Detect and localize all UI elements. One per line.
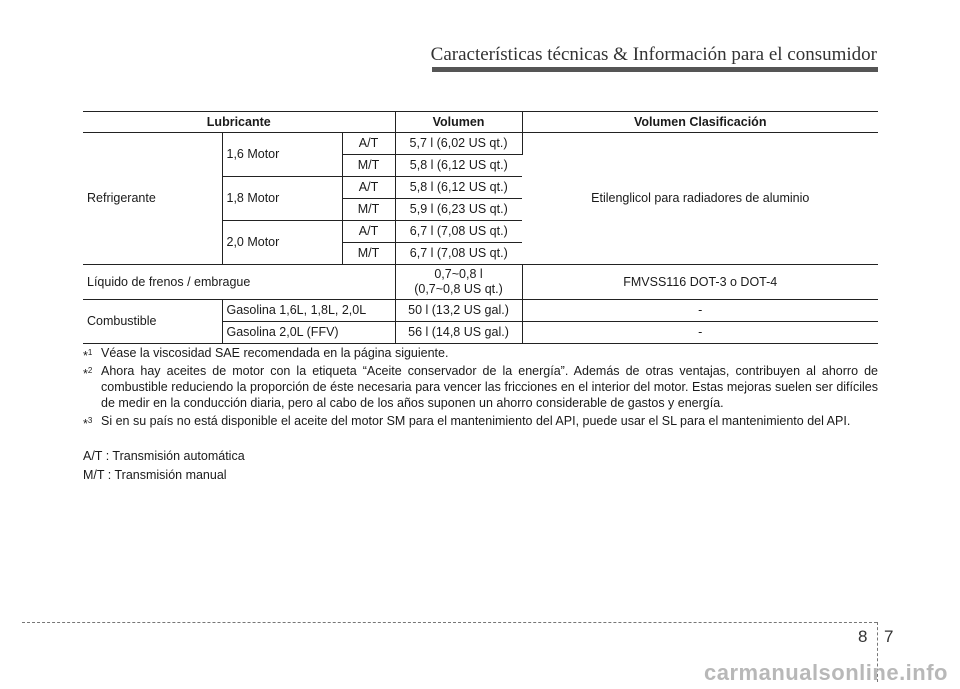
table-row: [83, 265, 878, 300]
volume-cell: 6,7 l (7,08 US qt.): [395, 221, 522, 243]
fuel-classification-cell: -: [522, 300, 878, 322]
footnote-3: [83, 413, 878, 432]
frenos-volume: [395, 265, 522, 300]
footnote-number: 2: [87, 366, 93, 375]
footnote-asterisk: *: [83, 349, 88, 364]
footnote-number: 1: [87, 348, 93, 357]
abbreviations: [83, 447, 878, 485]
footnote-2: [83, 363, 878, 411]
volume-cell: 5,9 l (6,23 US qt.): [395, 199, 522, 221]
footnote-marker: [83, 363, 92, 382]
header-lubricante: Lubricante: [83, 112, 395, 133]
watermark-text: carmanualsonline.info: [704, 660, 948, 685]
page-section-number: 8: [858, 627, 868, 646]
lubricant-table: [83, 111, 878, 344]
footnote-asterisk: *: [83, 417, 88, 432]
transmission-cell: M/T: [342, 199, 395, 221]
transmission-cell: M/T: [342, 155, 395, 177]
footnote-marker: [83, 345, 92, 364]
fuel-engine-cell: Gasolina 2,0L (FFV): [222, 322, 395, 344]
transmission-cell: M/T: [342, 243, 395, 265]
page-header-title: Características técnicas & Información para el consumidor: [430, 44, 877, 65]
transmission-cell: A/T: [342, 133, 395, 155]
header-clasificacion: Volumen Clasificación: [522, 112, 878, 133]
volume-cell: 6,7 l (7,08 US qt.): [395, 243, 522, 265]
frenos-classification: FMVSS116 DOT-3 o DOT-4: [522, 265, 878, 300]
transmission-cell: A/T: [342, 177, 395, 199]
frenos-volume-line2: (0,7~0,8 US qt.): [414, 282, 503, 296]
volume-cell: 5,8 l (6,12 US qt.): [395, 177, 522, 199]
footer-rule: [22, 622, 877, 623]
frenos-volume-line1: 0,7~0,8 l: [434, 267, 483, 281]
header-rule: [432, 67, 878, 72]
refrigerante-classification: Etilenglicol para radiadores de aluminio: [522, 133, 878, 265]
footnote-text: Véase la viscosidad SAE recomendada en la página siguiente.: [101, 346, 449, 360]
table-row: [83, 300, 878, 322]
abbreviation-mt: M/T : Transmisión manual: [83, 468, 227, 482]
footnote-asterisk: *: [83, 367, 88, 382]
refrigerante-label: Refrigerante: [83, 133, 222, 265]
combustible-label: Combustible: [83, 300, 222, 344]
fuel-volume-cell: 56 l (14,8 US gal.): [395, 322, 522, 344]
volume-cell: 5,7 l (6,02 US qt.): [395, 133, 522, 155]
engine-label: 1,6 Motor: [222, 133, 342, 177]
footnotes: [83, 345, 878, 485]
frenos-label: Líquido de frenos / embrague: [83, 265, 395, 300]
transmission-cell: A/T: [342, 221, 395, 243]
fuel-volume-cell: 50 l (13,2 US gal.): [395, 300, 522, 322]
footnote-1: [83, 345, 878, 364]
abbreviation-at: A/T : Transmisión automática: [83, 449, 245, 463]
footnote-number: 3: [87, 416, 93, 425]
fuel-classification-cell: -: [522, 322, 878, 344]
header-volumen: Volumen: [395, 112, 522, 133]
engine-label: 2,0 Motor: [222, 221, 342, 265]
footnote-marker: [83, 413, 92, 432]
volume-cell: 5,8 l (6,12 US qt.): [395, 155, 522, 177]
table-header-row: [83, 112, 878, 133]
engine-label: 1,8 Motor: [222, 177, 342, 221]
fuel-engine-cell: Gasolina 1,6L, 1,8L, 2,0L: [222, 300, 395, 322]
page-number: 7: [884, 627, 894, 646]
footnote-text: Ahora hay aceites de motor con la etiqueta “Aceite conservador de la energía”. Además de otras ventajas, contribuyen al ahorro de combustible reduciendo la proporción de éste necesaria para vencer las fricciones en el interior del motor. Estas mejoras suelen ser difíciles de medir en la conducción diaria, pero al cabo de los años suponen un ahorro considerable de gastos y energía.: [101, 364, 878, 410]
footnote-text: Si en su país no está disponible el aceite del motor SM para el mantenimiento del API, puede usar el SL para el mantenimiento del API.: [101, 414, 851, 428]
table-row: [83, 133, 878, 155]
